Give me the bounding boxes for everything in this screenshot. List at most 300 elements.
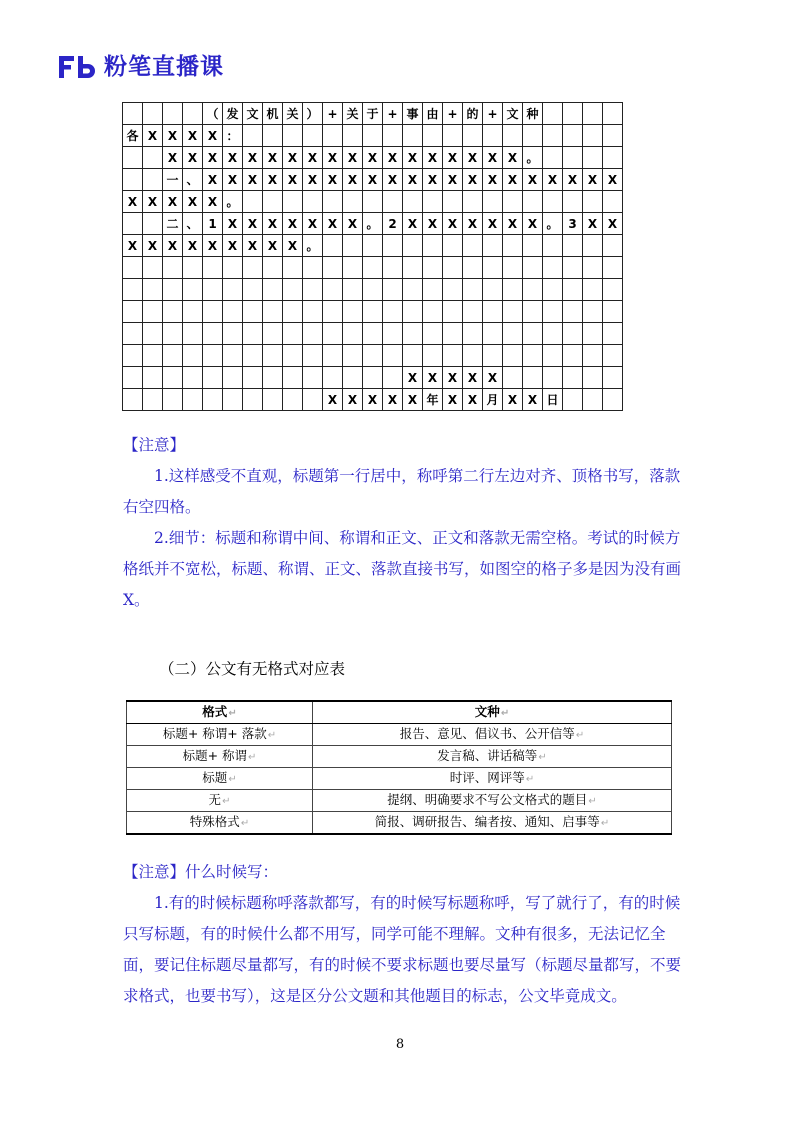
grid-cell (263, 367, 283, 389)
grid-cell (383, 191, 403, 213)
grid-cell (123, 169, 143, 191)
grid-cell (443, 301, 463, 323)
grid-cell (203, 323, 223, 345)
grid-cell (303, 323, 323, 345)
grid-cell (483, 323, 503, 345)
grid-row (123, 169, 623, 191)
grid-cell: X (243, 213, 263, 235)
grid-cell (543, 103, 563, 125)
grid-cell (483, 257, 503, 279)
grid-row (123, 191, 623, 213)
grid-cell (303, 345, 323, 367)
grid-cell (483, 279, 503, 301)
grid-cell (543, 345, 563, 367)
grid-row (123, 301, 623, 323)
grid-cell: X (363, 169, 383, 191)
grid-cell (583, 147, 603, 169)
grid-cell (603, 389, 623, 411)
grid-cell (443, 191, 463, 213)
grid-cell: + (323, 103, 343, 125)
grid-cell (543, 125, 563, 147)
grid-cell (143, 169, 163, 191)
grid-cell (403, 345, 423, 367)
grid-cell (123, 345, 143, 367)
grid-cell: X (463, 147, 483, 169)
grid-cell (463, 279, 483, 301)
grid-cell (503, 345, 523, 367)
page-number: 8 (395, 1037, 405, 1052)
note-paragraph: 1.有的时候标题称呼落款都写，有的时候写标题称呼，写了就行了，有的时候只写标题，有的时候什么都不用写，同学可能不理解。文种有很多，无法记忆全面，要记住标题尽量都写，有的时候不要求标题也要尽量写（标题尽量都写，不要求格式，也要书写），这是区分公文题和其他题目的标志，公文毕竟成文。 (123, 894, 682, 1005)
grid-cell (343, 279, 363, 301)
grid-cell (423, 191, 443, 213)
grid-cell: X (583, 169, 603, 191)
grid-cell (343, 125, 363, 147)
grid-cell: X (363, 389, 383, 411)
grid-cell: X (463, 389, 483, 411)
grid-cell (183, 301, 203, 323)
grid-cell (363, 279, 383, 301)
grid-cell (343, 345, 363, 367)
grid-cell (523, 367, 543, 389)
grid-cell (503, 191, 523, 213)
grid-cell: X (163, 147, 183, 169)
grid-cell: 、 (183, 169, 203, 191)
grid-cell (143, 213, 163, 235)
grid-cell (543, 235, 563, 257)
grid-cell (283, 389, 303, 411)
grid-cell (143, 279, 163, 301)
grid-cell (543, 257, 563, 279)
grid-cell: X (243, 169, 263, 191)
grid-cell (343, 323, 363, 345)
grid-cell: 、 (183, 213, 203, 235)
grid-cell: X (183, 147, 203, 169)
grid-paper (122, 102, 623, 411)
grid-cell (383, 323, 403, 345)
grid-cell (303, 125, 323, 147)
grid-cell (523, 301, 543, 323)
grid-cell (183, 323, 203, 345)
grid-cell (243, 389, 263, 411)
grid-cell (163, 345, 183, 367)
grid-cell (443, 257, 463, 279)
grid-cell (523, 279, 543, 301)
grid-cell (443, 279, 463, 301)
grid-cell (523, 125, 543, 147)
grid-cell (283, 191, 303, 213)
grid-row (123, 213, 623, 235)
grid-cell (363, 345, 383, 367)
table-header-format: 格式↵ (127, 701, 313, 724)
grid-cell (143, 323, 163, 345)
grid-row (123, 125, 623, 147)
grid-cell (303, 257, 323, 279)
grid-cell: X (383, 389, 403, 411)
grid-cell: 文 (243, 103, 263, 125)
grid-cell (143, 103, 163, 125)
grid-cell: 。 (363, 213, 383, 235)
grid-cell (323, 235, 343, 257)
grid-cell (603, 279, 623, 301)
grid-cell (483, 301, 503, 323)
grid-cell (123, 389, 143, 411)
grid-cell (503, 279, 523, 301)
grid-cell (583, 235, 603, 257)
grid-cell: X (223, 213, 243, 235)
grid-cell: X (383, 169, 403, 191)
grid-cell: X (603, 213, 623, 235)
grid-cell (203, 345, 223, 367)
format-table (126, 700, 672, 835)
grid-cell: X (323, 213, 343, 235)
grid-cell (583, 345, 603, 367)
grid-cell (463, 323, 483, 345)
grid-cell: X (323, 147, 343, 169)
grid-cell: X (163, 235, 183, 257)
grid-cell: X (423, 169, 443, 191)
grid-cell: X (523, 213, 543, 235)
grid-cell: + (383, 103, 403, 125)
grid-cell: X (363, 147, 383, 169)
grid-cell (463, 345, 483, 367)
grid-cell: X (303, 169, 323, 191)
brand-name: 粉笔直播课 (104, 54, 224, 80)
grid-cell (343, 191, 363, 213)
grid-cell: X (443, 367, 463, 389)
grid-cell: X (483, 169, 503, 191)
grid-cell (563, 389, 583, 411)
grid-cell (543, 367, 563, 389)
grid-cell (383, 125, 403, 147)
table-header-row (127, 701, 672, 724)
grid-cell: 一 (163, 169, 183, 191)
grid-cell: X (403, 147, 423, 169)
grid-cell: X (443, 389, 463, 411)
grid-cell: X (223, 147, 243, 169)
grid-cell: X (223, 169, 243, 191)
grid-cell (523, 257, 543, 279)
grid-cell (443, 345, 463, 367)
grid-cell (323, 279, 343, 301)
grid-cell: X (423, 367, 443, 389)
table-row: 标题+ 称谓↵ 发言稿、讲话稿等↵ (127, 746, 672, 768)
grid-cell (523, 191, 543, 213)
grid-cell (183, 279, 203, 301)
grid-cell (303, 301, 323, 323)
grid-cell (583, 389, 603, 411)
grid-cell (383, 301, 403, 323)
grid-cell (263, 279, 283, 301)
section-heading: （二）公文有无格式对应表 (159, 660, 346, 678)
grid-cell: 3 (563, 213, 583, 235)
grid-cell (503, 301, 523, 323)
grid-cell: 的 (463, 103, 483, 125)
grid-cell: X (463, 169, 483, 191)
grid-cell: X (263, 169, 283, 191)
grid-cell (123, 213, 143, 235)
grid-cell: X (403, 169, 423, 191)
grid-cell (323, 191, 343, 213)
grid-cell (543, 323, 563, 345)
grid-cell (423, 301, 443, 323)
grid-cell (243, 345, 263, 367)
grid-cell (203, 279, 223, 301)
grid-cell: 发 (223, 103, 243, 125)
grid-cell (583, 279, 603, 301)
grid-cell (563, 257, 583, 279)
grid-cell: X (183, 191, 203, 213)
grid-cell: X (343, 213, 363, 235)
grid-cell (443, 323, 463, 345)
grid-cell (263, 389, 283, 411)
grid-cell (223, 323, 243, 345)
grid-cell: X (243, 147, 263, 169)
grid-cell (223, 301, 243, 323)
grid-cell (163, 103, 183, 125)
grid-cell: X (203, 147, 223, 169)
grid-cell (603, 125, 623, 147)
grid-cell (583, 367, 603, 389)
grid-cell (543, 279, 563, 301)
grid-cell: X (523, 389, 543, 411)
grid-cell (603, 103, 623, 125)
grid-cell: 文 (503, 103, 523, 125)
grid-cell: X (463, 367, 483, 389)
grid-cell: X (323, 389, 343, 411)
grid-cell: 2 (383, 213, 403, 235)
grid-row (123, 389, 623, 411)
grid-cell: 关 (283, 103, 303, 125)
grid-cell (463, 125, 483, 147)
grid-cell: 事 (403, 103, 423, 125)
grid-cell: ： (223, 125, 243, 147)
grid-cell (423, 257, 443, 279)
grid-cell (203, 301, 223, 323)
grid-cell (163, 301, 183, 323)
grid-cell (363, 125, 383, 147)
grid-cell (423, 345, 443, 367)
grid-row (123, 235, 623, 257)
grid-cell: X (283, 147, 303, 169)
grid-cell: X (163, 125, 183, 147)
grid-cell (503, 367, 523, 389)
brand-logo (58, 50, 224, 84)
grid-cell: X (263, 213, 283, 235)
grid-cell (603, 323, 623, 345)
grid-cell (583, 323, 603, 345)
grid-row (123, 103, 623, 125)
grid-cell (243, 191, 263, 213)
grid-cell (343, 367, 363, 389)
grid-cell (123, 323, 143, 345)
grid-cell (483, 191, 503, 213)
grid-cell: X (503, 213, 523, 235)
grid-cell (243, 279, 263, 301)
grid-cell (563, 125, 583, 147)
grid-cell: 由 (423, 103, 443, 125)
note-paragraph: 1.这样感受不直观，标题第一行居中，称呼第二行左边对齐、顶格书写，落款右空四格。 (123, 467, 681, 516)
grid-cell (563, 323, 583, 345)
grid-cell: X (503, 147, 523, 169)
grid-cell (383, 257, 403, 279)
grid-cell (243, 257, 263, 279)
grid-cell (163, 389, 183, 411)
grid-cell (283, 125, 303, 147)
note-title: 【注意】 (123, 436, 186, 454)
grid-cell (263, 323, 283, 345)
grid-cell: 关 (343, 103, 363, 125)
grid-cell (503, 235, 523, 257)
grid-cell: X (343, 389, 363, 411)
grid-cell: X (483, 213, 503, 235)
grid-cell (363, 367, 383, 389)
grid-cell (363, 323, 383, 345)
grid-cell (563, 103, 583, 125)
grid-cell (583, 191, 603, 213)
table-header-genre: 文种↵ (313, 701, 672, 724)
grid-row (123, 279, 623, 301)
grid-cell (183, 389, 203, 411)
grid-cell (443, 235, 463, 257)
grid-cell: X (283, 213, 303, 235)
grid-cell (203, 257, 223, 279)
grid-cell: X (203, 235, 223, 257)
grid-cell (323, 345, 343, 367)
note-section-2 (123, 857, 693, 1012)
grid-cell (543, 301, 563, 323)
grid-cell (123, 367, 143, 389)
grid-cell: X (583, 213, 603, 235)
grid-row (123, 323, 623, 345)
grid-cell: 。 (303, 235, 323, 257)
grid-cell (263, 191, 283, 213)
grid-cell: 机 (263, 103, 283, 125)
grid-row (123, 345, 623, 367)
grid-cell (583, 125, 603, 147)
grid-cell: 。 (223, 191, 243, 213)
grid-cell (143, 147, 163, 169)
grid-cell (583, 103, 603, 125)
grid-cell: X (443, 169, 463, 191)
grid-cell: X (263, 235, 283, 257)
grid-row (123, 367, 623, 389)
grid-cell: 年 (423, 389, 443, 411)
grid-cell: 日 (543, 389, 563, 411)
grid-cell (363, 235, 383, 257)
grid-cell (423, 279, 443, 301)
grid-cell (283, 367, 303, 389)
grid-cell: X (403, 213, 423, 235)
grid-cell (403, 191, 423, 213)
grid-cell: X (143, 191, 163, 213)
grid-cell: X (123, 191, 143, 213)
grid-cell: 1 (203, 213, 223, 235)
grid-cell (403, 235, 423, 257)
grid-cell (323, 125, 343, 147)
grid-cell: X (243, 235, 263, 257)
grid-cell (163, 323, 183, 345)
grid-cell: X (483, 367, 503, 389)
grid-cell (543, 191, 563, 213)
grid-cell: X (183, 125, 203, 147)
grid-cell: X (503, 389, 523, 411)
grid-cell (603, 147, 623, 169)
grid-cell (303, 389, 323, 411)
grid-cell (523, 345, 543, 367)
grid-cell (243, 301, 263, 323)
grid-cell (183, 345, 203, 367)
grid-cell: 种 (523, 103, 543, 125)
grid-cell: X (223, 235, 243, 257)
grid-cell: X (203, 169, 223, 191)
grid-cell (183, 367, 203, 389)
grid-cell (483, 345, 503, 367)
grid-cell (603, 345, 623, 367)
grid-cell: + (443, 103, 463, 125)
grid-cell (223, 389, 243, 411)
grid-cell (463, 257, 483, 279)
note-title: 【注意】什么时候写： (123, 863, 279, 881)
grid-cell (463, 301, 483, 323)
grid-cell (523, 235, 543, 257)
grid-cell: X (203, 125, 223, 147)
grid-cell (383, 367, 403, 389)
grid-cell: X (603, 169, 623, 191)
grid-cell (563, 235, 583, 257)
grid-cell: 。 (523, 147, 543, 169)
grid-cell (603, 191, 623, 213)
grid-cell (143, 301, 163, 323)
grid-cell (583, 257, 603, 279)
grid-cell (123, 147, 143, 169)
grid-cell (403, 125, 423, 147)
grid-cell (603, 301, 623, 323)
grid-cell: 于 (363, 103, 383, 125)
grid-cell (423, 323, 443, 345)
grid-cell: X (383, 147, 403, 169)
grid-cell (563, 301, 583, 323)
grid-cell (483, 235, 503, 257)
grid-cell: X (303, 147, 323, 169)
grid-cell (163, 279, 183, 301)
grid-cell: X (423, 213, 443, 235)
grid-cell (343, 301, 363, 323)
grid-cell (123, 301, 143, 323)
grid-cell (523, 323, 543, 345)
grid-cell (143, 257, 163, 279)
grid-cell (283, 279, 303, 301)
grid-cell: X (303, 213, 323, 235)
grid-cell (323, 323, 343, 345)
table-row: 无↵ 提纲、明确要求不写公文格式的题目↵ (127, 790, 672, 812)
grid-row (123, 147, 623, 169)
grid-cell (303, 191, 323, 213)
grid-cell (563, 279, 583, 301)
grid-cell (383, 279, 403, 301)
grid-cell: X (283, 169, 303, 191)
grid-cell (283, 345, 303, 367)
grid-cell: （ (203, 103, 223, 125)
fb-logo-icon (58, 53, 98, 81)
grid-cell: X (143, 125, 163, 147)
grid-cell: X (483, 147, 503, 169)
grid-cell: X (523, 169, 543, 191)
grid-cell: + (483, 103, 503, 125)
grid-cell (503, 323, 523, 345)
grid-cell: X (163, 191, 183, 213)
grid-cell (463, 235, 483, 257)
grid-cell: X (443, 213, 463, 235)
